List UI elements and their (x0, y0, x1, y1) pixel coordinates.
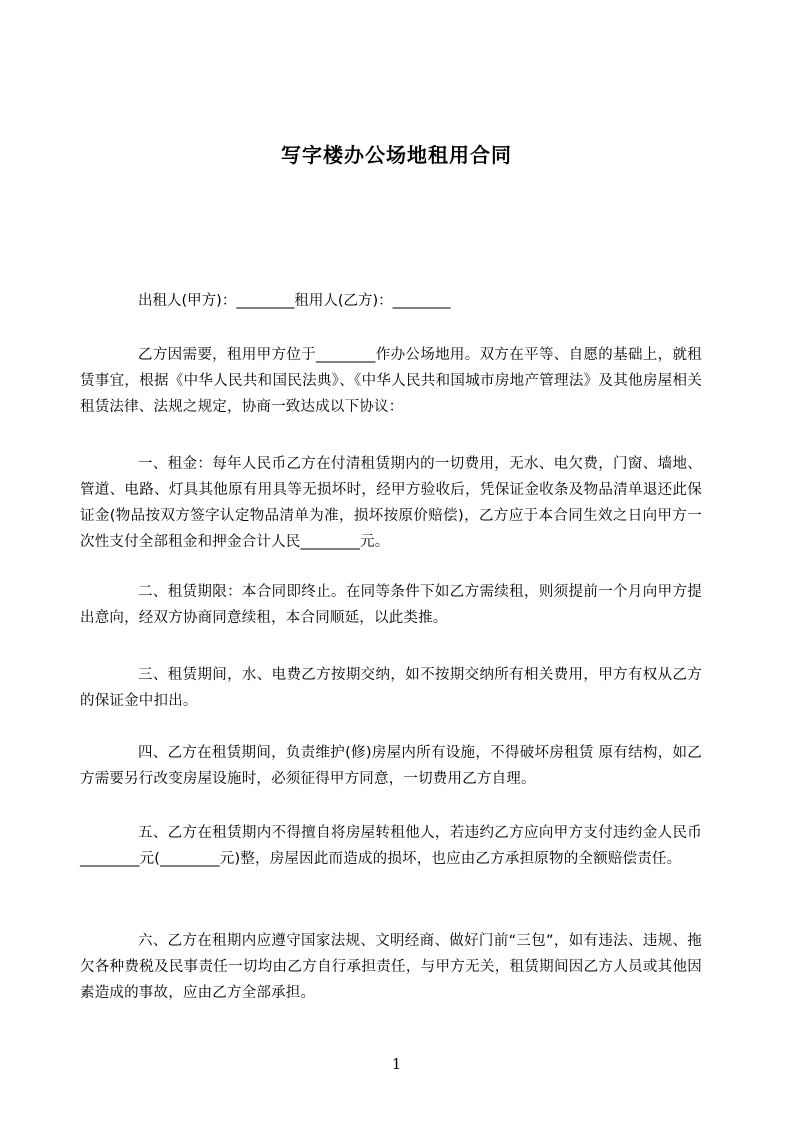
page-number: 1 (391, 1055, 402, 1073)
clause-rent: 一、租金：每年人民币乙方在付清租赁期内的一切费用，无水、电欠费，门窗、墙地、管道、电路、灯具其他原有用具等无损坏时，经甲方验收后，凭保证金收条及物品清单退还此保证金(物品按双方签字认定物品清单为准，损坏按原价赔偿)，乙方应于本合同生效之日向甲方一次性支付全部租金和押金合计人民________元。 (80, 456, 702, 550)
parties-line: 出租人(甲方)：________租用人(乙方)：________ (138, 293, 451, 309)
clause-maintenance: 四、乙方在租赁期间，负责维护(修)房屋内所有设施，不得破坏房租赁 原有结构，如乙方需要另行改变房屋设施时，必须征得甲方同意，一切费用乙方自理。 (80, 745, 702, 787)
clause-compliance: 六、乙方在租期内应遵守国家法规、文明经商、做好门前“三包”，如有违法、违规、拖欠各种费税及民事责任一切均由乙方自行承担责任，与甲方无关，租赁期间因乙方人员或其他因素造成的事故，应由乙方全部承担。 (80, 933, 702, 1001)
clause-utilities: 三、租赁期间，水、电费乙方按期交纳，如不按期交纳所有相关费用，甲方有权从乙方的保证金中扣出。 (80, 667, 702, 709)
document-title: 写字楼办公场地租用合同 (281, 143, 512, 167)
clause-lease-term: 二、租赁期限：本合同即终止。在同等条件下如乙方需续租，则须提前一个月向甲方提出意向，经双方协商同意续租，本合同顺延，以此类推。 (80, 584, 702, 626)
clause-sublease: 五、乙方在租赁期内不得擅自将房屋转租他人，若违约乙方应向甲方支付违约金人民币________元(________元)整，房屋因此而造成的损坏，也应由乙方承担原物的全额赔偿责任。 (80, 825, 702, 867)
intro-paragraph: 乙方因需要，租用甲方位于________作办公场地用。双方在平等、自愿的基础上，就租赁事宜，根据《中华人民共和国民法典》、《中华人民共和国城市房地产管理法》及其他房屋相关租赁法律、法规之规定，协商一致达成以下协议： (80, 347, 702, 415)
